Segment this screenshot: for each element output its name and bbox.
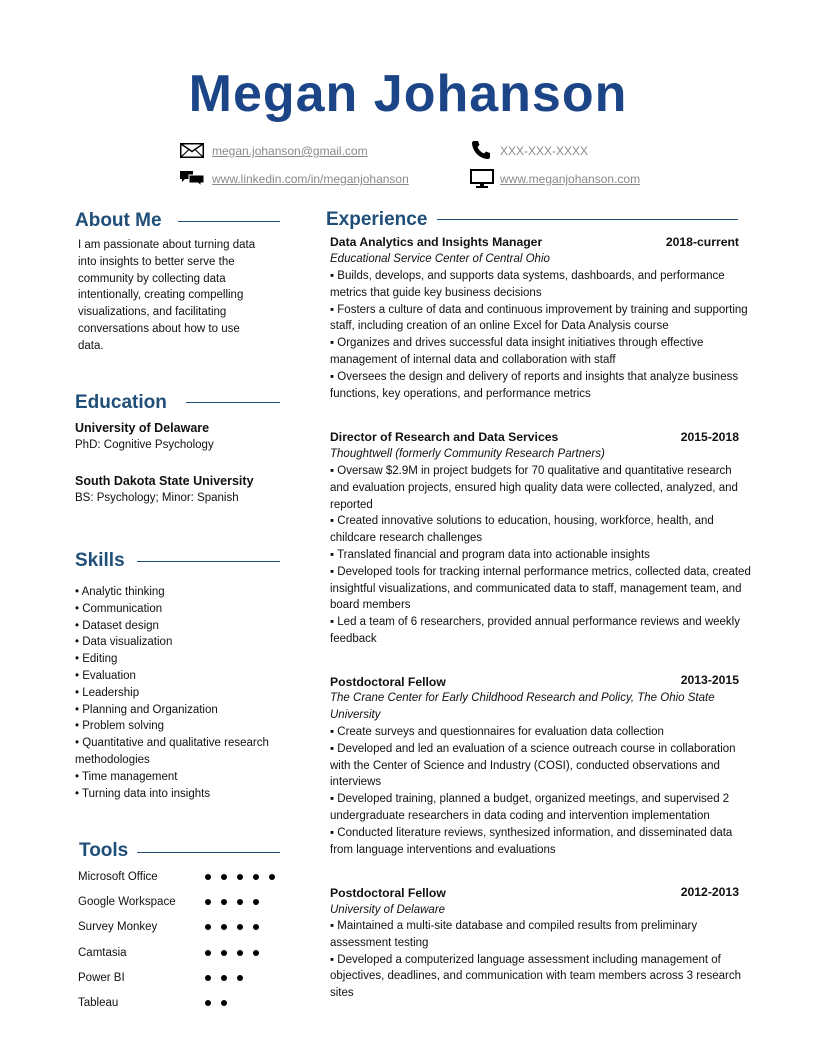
list-item: ▪ Conducted literature reviews, synthesized information, and disseminated data from language interventions and evaluations	[330, 826, 733, 856]
about-text: I am passionate about turning data into insights to better serve the community by collecting data intentionally, creating compelling visualizations, and facilitating conversations about how to use data.	[78, 239, 256, 352]
education-school: South Dakota State University	[75, 474, 254, 488]
rating-dot	[237, 975, 243, 981]
tools-heading: Tools	[79, 840, 129, 861]
job-bullets	[330, 918, 754, 1002]
job-title: Postdoctoral Fellow	[330, 675, 446, 689]
list-item: ▪ Builds, develops, and supports data systems, dashboards, and performance metrics that guide key business decisions	[330, 270, 725, 299]
tool-row	[78, 868, 288, 886]
list-item: ▪ Led a team of 6 researchers, provided annual performance reviews and weekly feedback	[330, 616, 740, 645]
skills-rule	[137, 561, 280, 562]
experience-heading: Experience	[326, 209, 428, 230]
about-heading: About Me	[75, 210, 162, 231]
list-item: • Dataset design	[75, 619, 159, 632]
list-item: ▪ Oversaw $2.9M in project budgets for 70 qualitative and quantitative research and evaluation projects, ensured high quality data were collected, analyzed, and reported	[330, 465, 738, 511]
rating-dot	[221, 924, 227, 930]
education-degree: PhD: Cognitive Psychology	[75, 439, 214, 451]
list-item: ▪ Developed training, planned a budget, organized meetings, and supervised 2 undergraduate researchers in data coding and intervention implementation	[330, 793, 730, 822]
job-title: Postdoctoral Fellow	[330, 886, 446, 900]
monitor-icon	[470, 169, 494, 189]
job-title: Director of Research and Data Services	[330, 430, 559, 444]
tool-name: Power BI	[78, 972, 125, 984]
rating-dot	[221, 975, 227, 981]
rating-dot	[253, 899, 259, 905]
envelope-icon	[180, 143, 204, 158]
experience-rule	[437, 219, 738, 220]
list-item: ▪ Developed a computerized language assessment including management of objectives, deadlines, and communication with team members across 3 research sites	[330, 953, 741, 1000]
list-item: • Data visualization	[75, 636, 173, 649]
rating-dot	[253, 874, 259, 880]
list-item: • Time management	[75, 770, 178, 783]
list-item: • Editing	[75, 653, 118, 666]
job-organization: University of Delaware	[330, 904, 446, 916]
job-bullets	[330, 463, 754, 648]
list-item: ▪ Fosters a culture of data and continuous improvement by training and supporting staff, including creation of an online Excel for Data Analysis course	[330, 303, 748, 333]
rating-dot	[221, 950, 227, 956]
education-school: University of Delaware	[75, 421, 210, 435]
list-item: • Analytic thinking	[75, 586, 165, 598]
tool-row	[78, 944, 288, 962]
rating-dot	[205, 975, 211, 981]
education-degree: BS: Psychology; Minor: Spanish	[75, 492, 239, 504]
list-item: ▪ Developed tools for tracking internal performance metrics, collected data, created insightful visualizations, and communicated data to staff, management team, and board members	[330, 565, 751, 612]
email-link[interactable]: megan.johanson@gmail.com	[212, 144, 368, 158]
phone-text: XXX-XXX-XXXX	[500, 144, 589, 158]
rating-dot	[253, 950, 259, 956]
rating-dot	[221, 874, 227, 880]
tool-row	[78, 969, 288, 987]
list-item: ▪ Organizes and drives successful data insight initiatives through effective management of internal data and collaboration with staff	[330, 337, 704, 366]
rating-dot	[205, 924, 211, 930]
job-organization: Thoughtwell (formerly Community Research Partners)	[330, 448, 605, 460]
job-organization: The Crane Center for Early Childhood Research and Policy, The Ohio State University	[330, 692, 715, 721]
resume-name: Megan Johanson	[188, 65, 628, 123]
about-rule	[178, 221, 280, 222]
list-item: • Communication	[75, 602, 163, 615]
list-item: • Evaluation	[75, 669, 136, 682]
list-item: ▪ Translated financial and program data into actionable insights	[330, 548, 650, 561]
tool-row	[78, 893, 288, 911]
rating-dot	[269, 874, 275, 880]
tool-name: Microsoft Office	[78, 871, 158, 883]
job-bullets	[330, 268, 754, 402]
skills-list	[75, 584, 281, 802]
job-bullets	[330, 724, 754, 858]
list-item: ▪ Created innovative solutions to education, housing, workforce, health, and childcare research challenges	[330, 515, 714, 545]
list-item: • Leadership	[75, 686, 140, 699]
rating-dot	[205, 950, 211, 956]
rating-dot	[205, 1000, 211, 1006]
website-link[interactable]: www.meganjohanson.com	[500, 172, 641, 186]
list-item: ▪ Maintained a multi-site database and compiled results from preliminary assessment testing	[330, 920, 698, 949]
tool-name: Camtasia	[78, 947, 127, 959]
job-dates: 2012-2013	[680, 885, 739, 899]
rating-dot	[221, 1000, 227, 1006]
tool-name: Google Workspace	[78, 896, 176, 908]
rating-dot	[221, 899, 227, 905]
chat-bubbles-icon	[179, 170, 205, 187]
list-item: • Planning and Organization	[75, 703, 218, 716]
rating-dot	[205, 899, 211, 905]
rating-dot	[237, 899, 243, 905]
tools-rule	[137, 852, 280, 853]
list-item: ▪ Developed and led an evaluation of a science outreach course in collaboration with the Center of Science and Industry (COSI), conducted observations and interviews	[330, 742, 736, 789]
tool-name: Survey Monkey	[78, 921, 158, 933]
skills-heading: Skills	[75, 550, 125, 571]
list-item: ▪ Oversees the design and delivery of reports and insights that analyze business functions, key operations, and performance metrics	[330, 370, 739, 400]
job-title: Data Analytics and Insights Manager	[330, 235, 543, 249]
list-item: • Problem solving	[75, 720, 165, 733]
rating-dot	[237, 950, 243, 956]
job-organization: Educational Service Center of Central Ohio	[330, 253, 550, 265]
list-item: • Turning data into insights	[75, 787, 211, 800]
job-dates: 2018-current	[665, 235, 739, 249]
education-rule	[186, 402, 280, 403]
job-dates: 2013-2015	[680, 673, 739, 687]
tool-row	[78, 994, 288, 1012]
linkedin-link[interactable]: www.linkedin.com/in/meganjohanson	[212, 172, 409, 186]
job-dates: 2015-2018	[680, 430, 739, 444]
rating-dot	[237, 874, 243, 880]
rating-dot	[237, 924, 243, 930]
education-heading: Education	[75, 392, 167, 413]
tool-name: Tableau	[78, 997, 119, 1009]
list-item: • Quantitative and qualitative research methodologies	[75, 737, 269, 766]
phone-icon	[471, 140, 491, 160]
list-item: ▪ Create surveys and questionnaires for evaluation data collection	[330, 726, 664, 738]
tool-row	[78, 918, 288, 936]
rating-dot	[253, 924, 259, 930]
rating-dot	[205, 874, 211, 880]
